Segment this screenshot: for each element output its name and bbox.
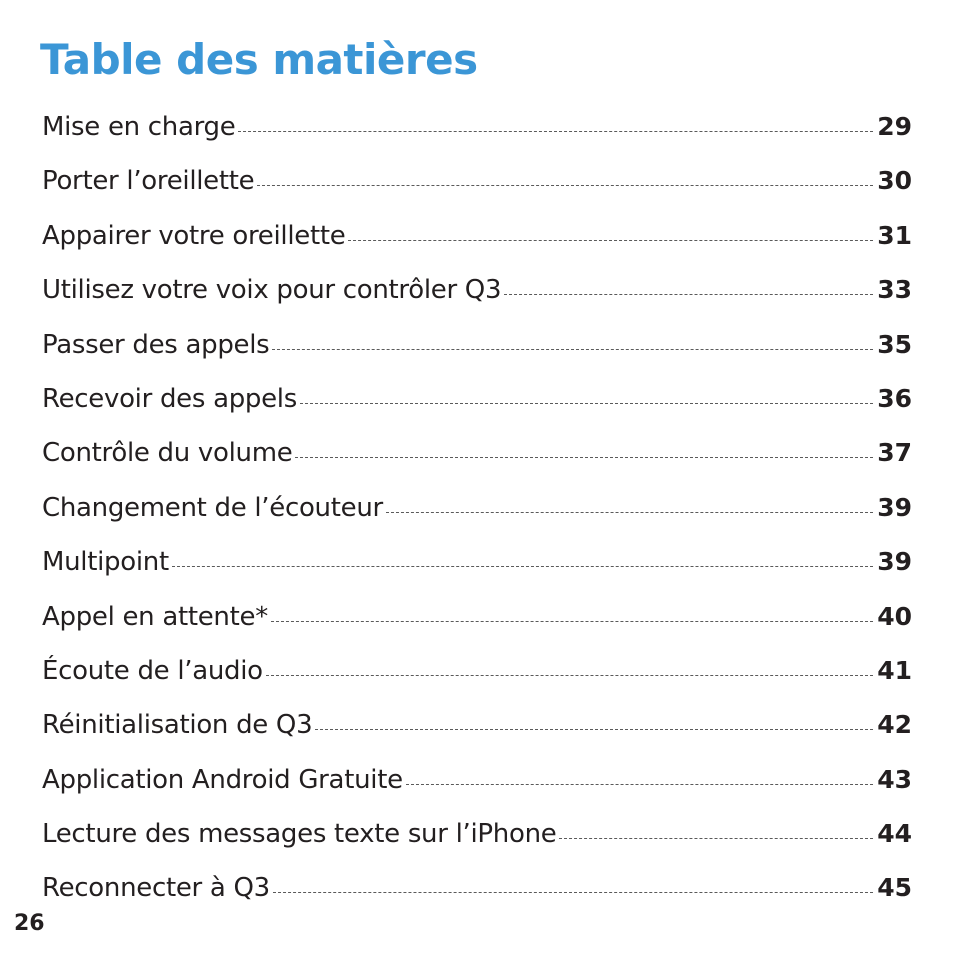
toc-entry-label: Passer des appels	[42, 329, 270, 360]
toc-entry-label: Application Android Gratuite	[42, 764, 403, 795]
toc-entry[interactable]	[42, 868, 912, 922]
dot-leader	[295, 457, 873, 458]
toc-entry-page: 33	[877, 275, 912, 305]
toc-entry-page: 44	[877, 819, 912, 849]
toc-entry-label: Lecture des messages texte sur l’iPhone	[42, 819, 557, 850]
dot-leader	[273, 892, 873, 893]
toc-entry[interactable]	[42, 270, 912, 324]
toc-entry[interactable]	[42, 107, 912, 161]
toc-entry[interactable]	[42, 325, 912, 379]
page-title: Table des matières	[40, 35, 478, 84]
toc-entry-label: Recevoir des appels	[42, 383, 297, 414]
dot-leader	[257, 185, 873, 186]
toc-entry-page: 42	[877, 710, 912, 740]
toc-entry[interactable]	[42, 705, 912, 759]
toc-entry-page: 31	[877, 220, 912, 250]
dot-leader	[172, 566, 873, 567]
toc-entry-page: 43	[877, 764, 912, 794]
dot-leader	[559, 838, 873, 839]
toc-entry-label: Écoute de l’audio	[42, 655, 263, 686]
toc-entry-page: 41	[877, 655, 912, 685]
dot-leader	[406, 784, 873, 785]
toc-entry[interactable]	[42, 542, 912, 596]
dot-leader	[300, 403, 873, 404]
toc-entry-label: Contrôle du volume	[42, 438, 293, 469]
toc-entry-page: 30	[877, 166, 912, 196]
toc-entry-label: Porter l’oreillette	[42, 166, 255, 197]
toc-entry-page: 37	[877, 438, 912, 468]
toc-entry-page: 29	[877, 112, 912, 141]
toc-entry-page: 45	[877, 873, 912, 903]
toc-entry[interactable]	[42, 216, 912, 270]
toc-entry[interactable]	[42, 597, 912, 651]
toc-entry-label: Réinitialisation de Q3	[42, 710, 313, 741]
toc-entry[interactable]	[42, 161, 912, 215]
dot-leader	[272, 349, 873, 350]
toc-entry-label: Appel en attente*	[42, 601, 268, 632]
toc-entry[interactable]	[42, 488, 912, 542]
page-number: 26	[14, 911, 45, 936]
toc-entry[interactable]	[42, 814, 912, 868]
toc-entry-page: 40	[877, 601, 912, 631]
dot-leader	[266, 675, 873, 676]
toc-entry-label: Mise en charge	[42, 112, 236, 142]
toc-entry-page: 35	[877, 329, 912, 359]
toc-entry-label: Utilisez votre voix pour contrôler Q3	[42, 275, 502, 306]
dot-leader	[504, 294, 873, 295]
toc-entry-label: Changement de l’écouteur	[42, 492, 383, 523]
toc-entry-page: 39	[877, 547, 912, 577]
dot-leader	[348, 240, 873, 241]
toc-entry[interactable]	[42, 651, 912, 705]
toc-entry-page: 36	[877, 383, 912, 413]
dot-leader	[238, 131, 873, 132]
toc-entry-label: Reconnecter à Q3	[42, 873, 270, 904]
toc-entry-label: Appairer votre oreillette	[42, 220, 346, 251]
toc-entry-label: Multipoint	[42, 547, 169, 578]
toc-entry[interactable]	[42, 760, 912, 814]
table-of-contents	[42, 107, 912, 923]
dot-leader	[315, 729, 873, 730]
dot-leader	[271, 621, 873, 622]
toc-entry[interactable]	[42, 433, 912, 487]
toc-entry[interactable]	[42, 379, 912, 433]
dot-leader	[386, 512, 873, 513]
toc-entry-page: 39	[877, 492, 912, 522]
